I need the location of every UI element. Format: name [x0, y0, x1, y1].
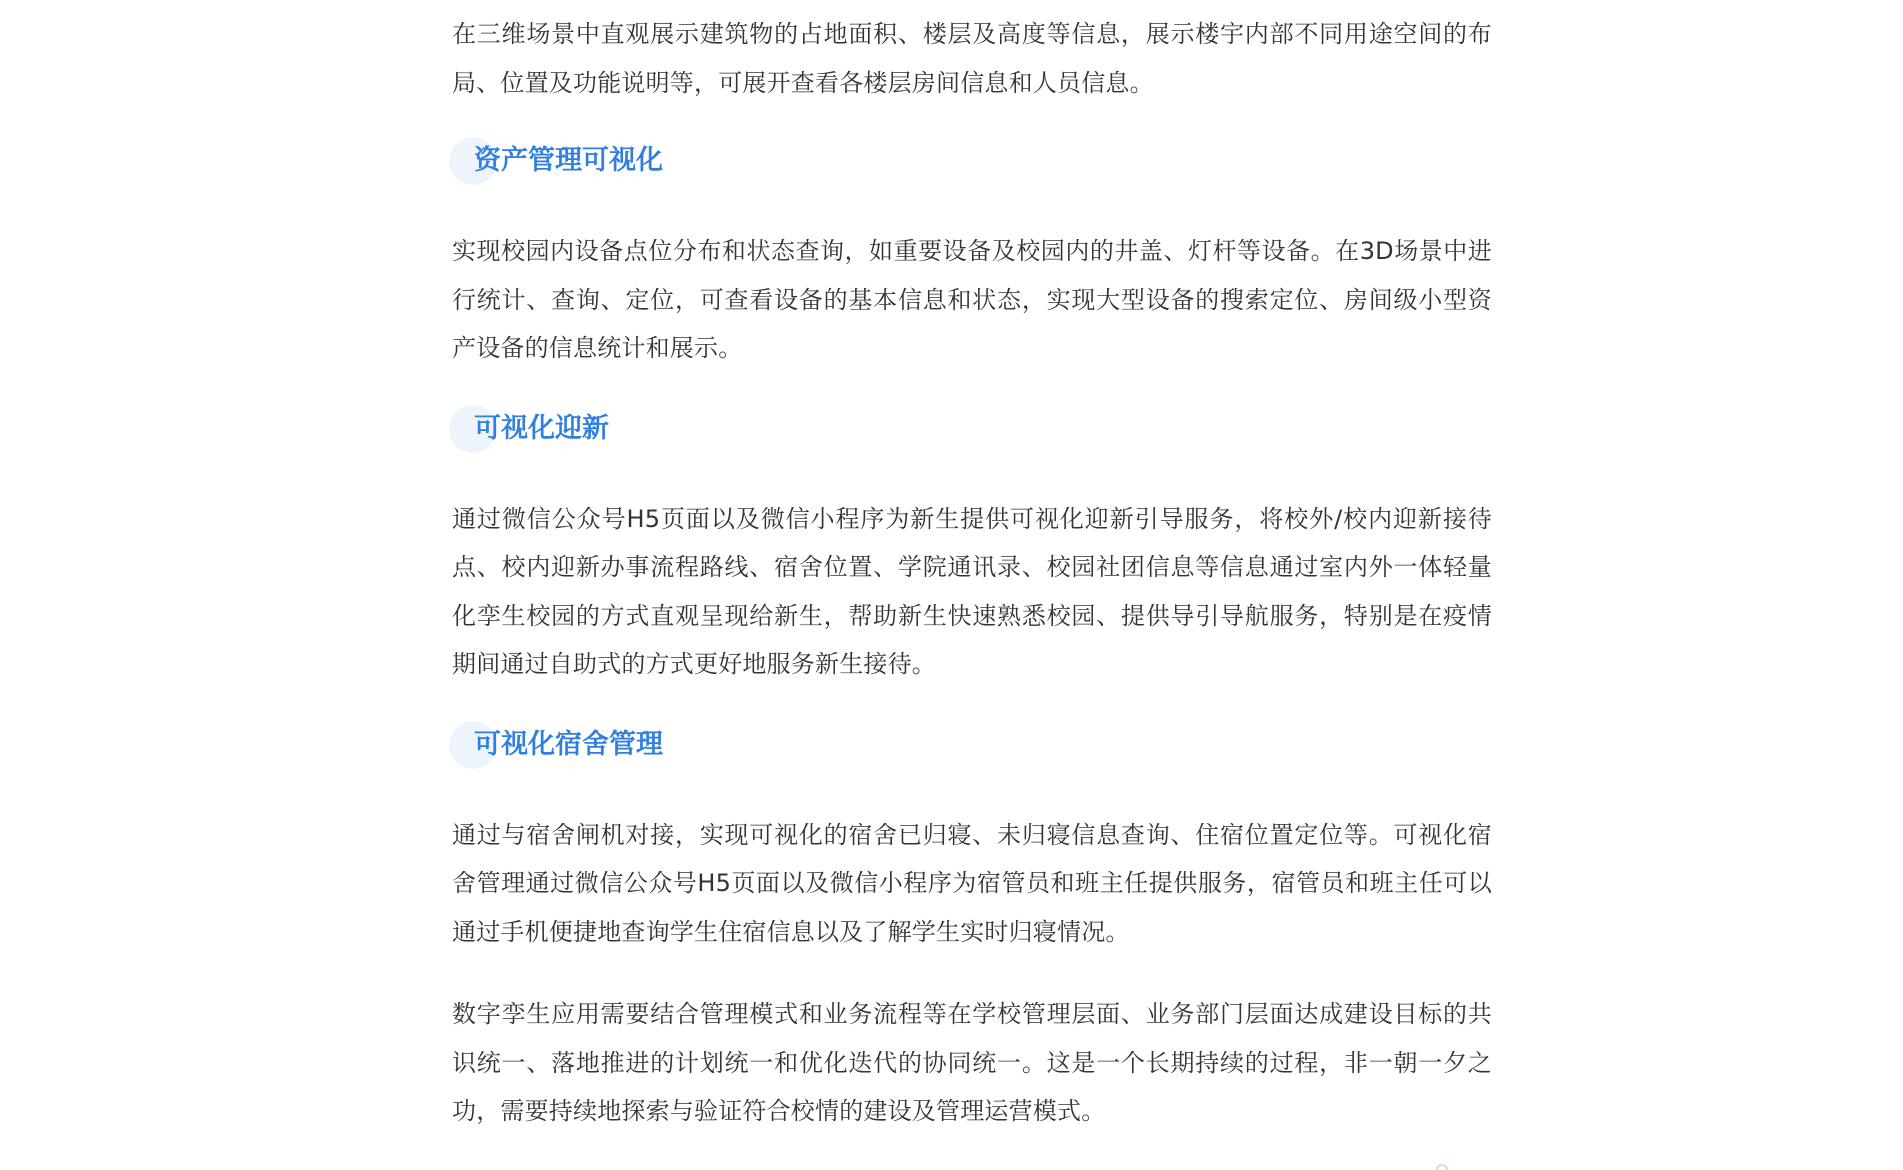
section-paragraph-asset-management: 实现校园内设备点位分布和状态查询，如重要设备及校园内的井盖、灯杆等设备。在3D场景中进行统计、查询、定位，可查看设备的基本信息和状态，实现大型设备的搜索定位、房间级小型资产设备的信息统计和展示。: [452, 237, 1492, 362]
scroll-hint-icon: [1436, 1164, 1448, 1170]
section-title: 资产管理可视化: [474, 145, 663, 176]
conclusion-paragraph: 数字孪生应用需要结合管理模式和业务流程等在学校管理层面、业务部门层面达成建设目标的共识统一、落地推进的计划统一和优化迭代的协同统一。这是一个长期持续的过程，非一朝一夕之功，需要持续地探索与验证符合校情的建设及管理运营模式。: [452, 1000, 1492, 1125]
article-body: [452, 10, 1492, 1136]
intro-paragraph: 在三维场景中直观展示建筑物的占地面积、楼层及高度等信息，展示楼宇内部不同用途空间的布局、位置及功能说明等，可展开查看各楼层房间信息和人员信息。: [452, 20, 1492, 97]
section-paragraph-dormitory-management: 通过与宿舍闸机对接，实现可视化的宿舍已归寝、未归寝信息查询、住宿位置定位等。可视化宿舍管理通过微信公众号H5页面以及微信小程序为宿管员和班主任提供服务，宿管员和班主任可以通过手机便捷地查询学生住宿信息以及了解学生实时归寝情况。: [452, 820, 1492, 946]
section-heading-welcome-new-students: [452, 405, 1492, 461]
section-heading-asset-management: [452, 137, 1492, 193]
section-title: 可视化宿舍管理: [474, 728, 663, 760]
section-title: 可视化迎新: [474, 412, 609, 444]
section-heading-dormitory-management: [452, 721, 1492, 777]
section-paragraph-welcome-new-students: 通过微信公众号H5页面以及微信小程序为新生提供可视化迎新引导服务，将校外/校内迎新接待点、校内迎新办事流程路线、宿舍位置、学院通讯录、校园社团信息等信息通过室内外一体轻量化孪生校园的方式直观呈现给新生，帮助新生快速熟悉校园、提供导引导航服务，特别是在疫情期间通过自助式的方式更好地服务新生接待。: [452, 504, 1492, 678]
